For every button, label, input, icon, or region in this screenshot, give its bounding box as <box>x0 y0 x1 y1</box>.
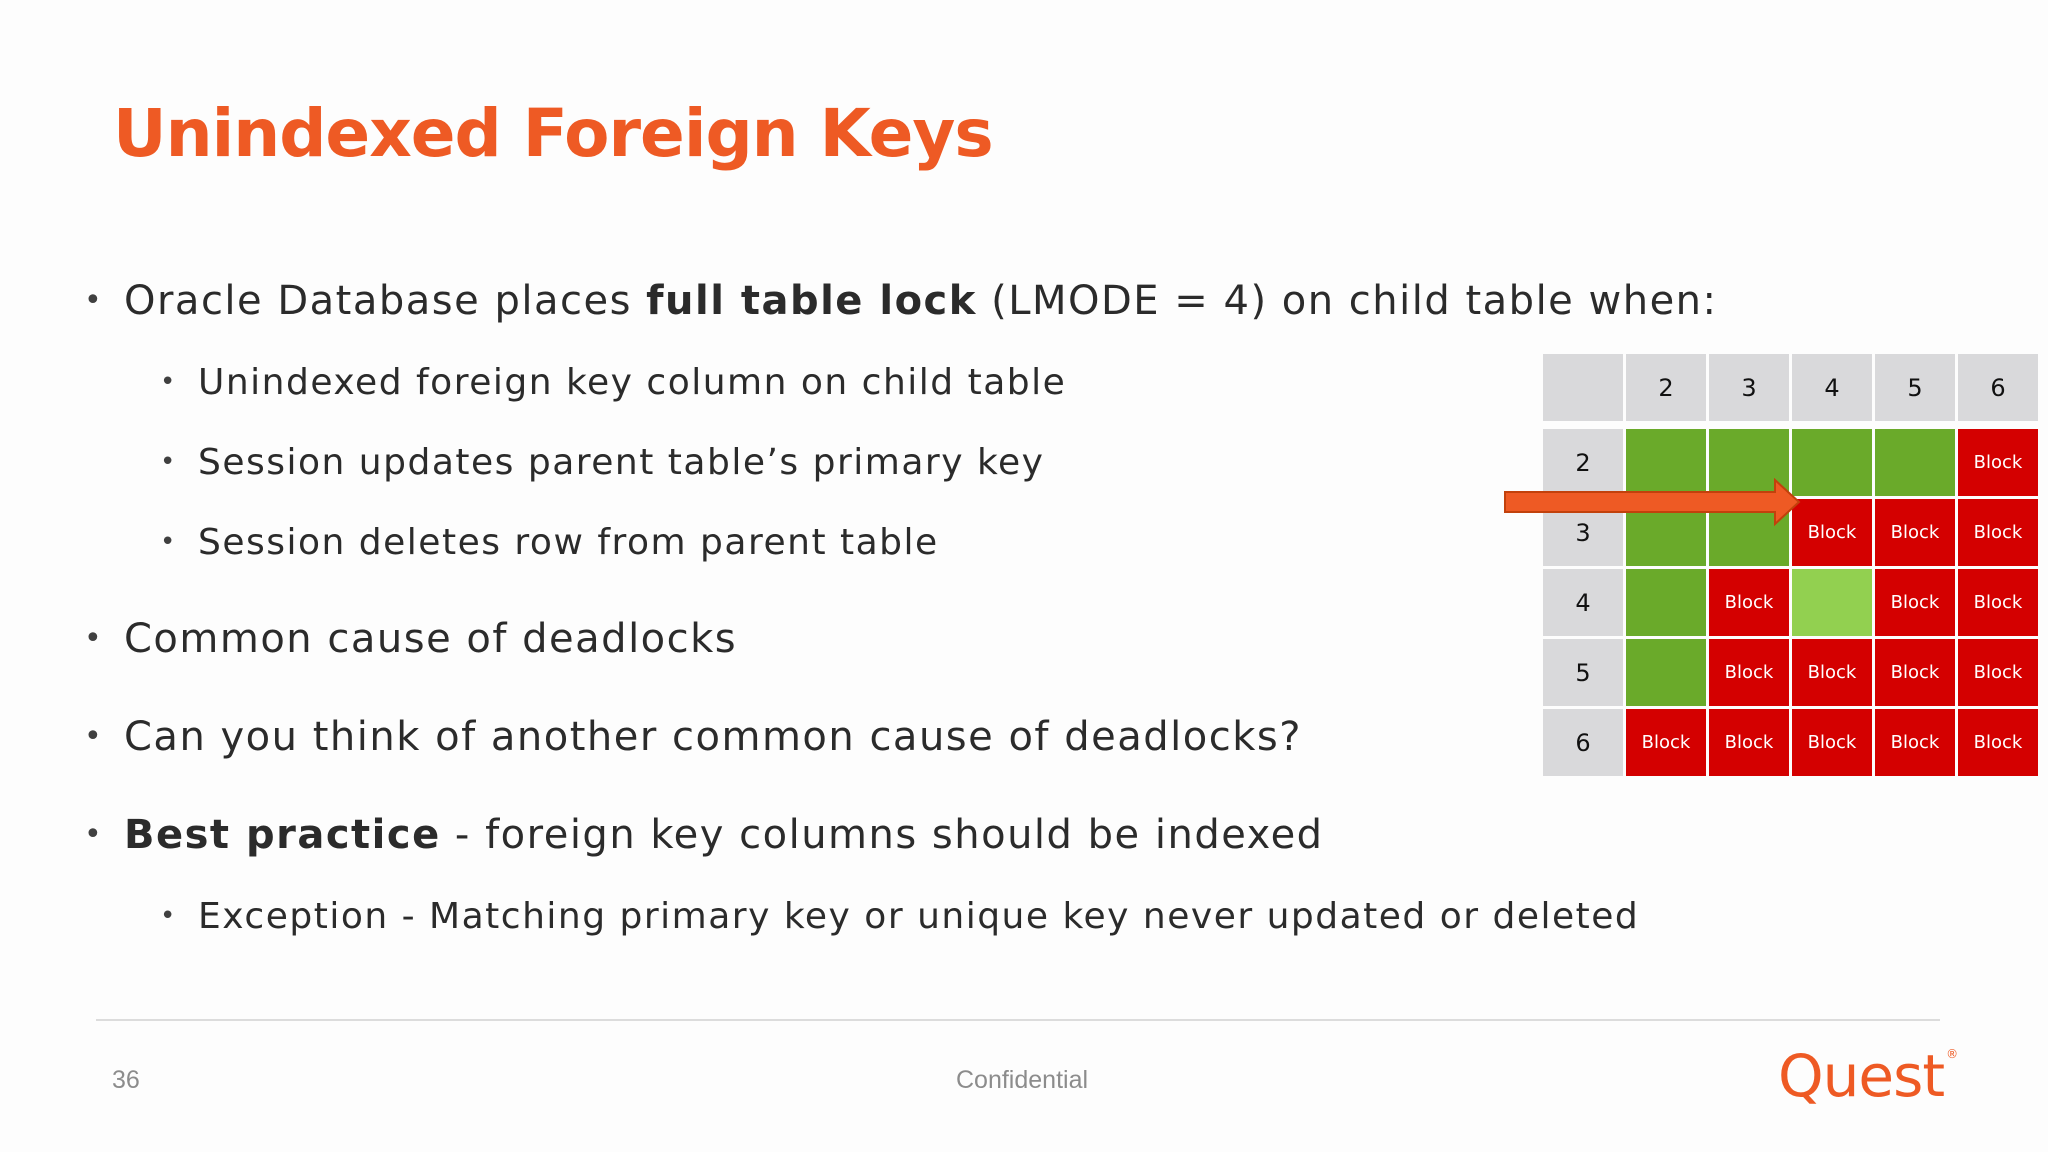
bullet-item: • Can you think of another common cause of deadlocks? <box>84 714 1302 760</box>
matrix-column-header: 2 <box>1626 354 1706 421</box>
bullet-dot-icon: • <box>160 367 177 397</box>
bullet-item: • Oracle Database places full table lock (LMODE = 4) on child table when: <box>84 278 1718 324</box>
sub-bullet-item: • Session deletes row from parent table <box>160 522 939 563</box>
page-number: 36 <box>112 1066 140 1094</box>
matrix-corner-cell <box>1543 354 1623 421</box>
matrix-column-header: 4 <box>1792 354 1872 421</box>
matrix-cell-compatible <box>1875 429 1955 496</box>
bullet-dot-icon: • <box>84 621 104 656</box>
matrix-cell-block: Block <box>1958 499 2038 566</box>
matrix-row-header: 4 <box>1543 569 1623 636</box>
matrix-column-header: 3 <box>1709 354 1789 421</box>
matrix-cell-block: Block <box>1875 499 1955 566</box>
matrix-row-header: 6 <box>1543 709 1623 776</box>
bullet-dot-icon: • <box>160 527 177 557</box>
slide-title: Unindexed Foreign Keys <box>113 95 993 172</box>
bullet-item: • Common cause of deadlocks <box>84 616 738 662</box>
matrix-cell-compatible <box>1792 429 1872 496</box>
matrix-cell-block: Block <box>1792 499 1872 566</box>
bullet-dot-icon: • <box>84 719 104 754</box>
bullet-dot-icon: • <box>84 817 104 852</box>
matrix-row-header: 5 <box>1543 639 1623 706</box>
matrix-row-header: 3 <box>1543 499 1623 566</box>
arrow-right-icon <box>1503 478 1803 528</box>
matrix-cell-block: Block <box>1875 709 1955 776</box>
matrix-cell-block: Block <box>1626 709 1706 776</box>
matrix-cell-compatible <box>1626 639 1706 706</box>
matrix-cell-block: Block <box>1958 429 2038 496</box>
footer-divider <box>96 1019 1940 1021</box>
matrix-cell-block: Block <box>1958 639 2038 706</box>
quest-logo: Quest ® <box>1778 1042 1958 1110</box>
bullet-dot-icon: • <box>84 283 104 318</box>
matrix-cell-compatible <box>1626 569 1706 636</box>
sub-bullet-item: • Session updates parent table’s primary key <box>160 442 1045 483</box>
matrix-cell-block: Block <box>1792 709 1872 776</box>
lock-compatibility-matrix <box>1540 351 2041 779</box>
matrix-cell-block: Block <box>1709 569 1789 636</box>
confidential-label: Confidential <box>956 1066 1089 1094</box>
matrix-cell-block: Block <box>1709 639 1789 706</box>
matrix-cell-block: Block <box>1875 639 1955 706</box>
sub-bullet-item: • Unindexed foreign key column on child table <box>160 362 1067 403</box>
bullet-item: • Best practice - foreign key columns should be indexed <box>84 812 1324 858</box>
matrix-cell-block: Block <box>1792 639 1872 706</box>
matrix-cell-highlight <box>1792 569 1872 636</box>
matrix-row-header: 2 <box>1543 429 1623 496</box>
sub-bullet-item: • Exception - Matching primary key or unique key never updated or deleted <box>160 896 1640 937</box>
bullet-dot-icon: • <box>160 447 177 477</box>
matrix-cell-block: Block <box>1875 569 1955 636</box>
matrix-cell-block: Block <box>1709 709 1789 776</box>
bullet-dot-icon: • <box>160 901 177 931</box>
matrix-column-header: 6 <box>1958 354 2038 421</box>
matrix-column-header: 5 <box>1875 354 1955 421</box>
matrix-cell-block: Block <box>1958 569 2038 636</box>
matrix-cell-block: Block <box>1958 709 2038 776</box>
